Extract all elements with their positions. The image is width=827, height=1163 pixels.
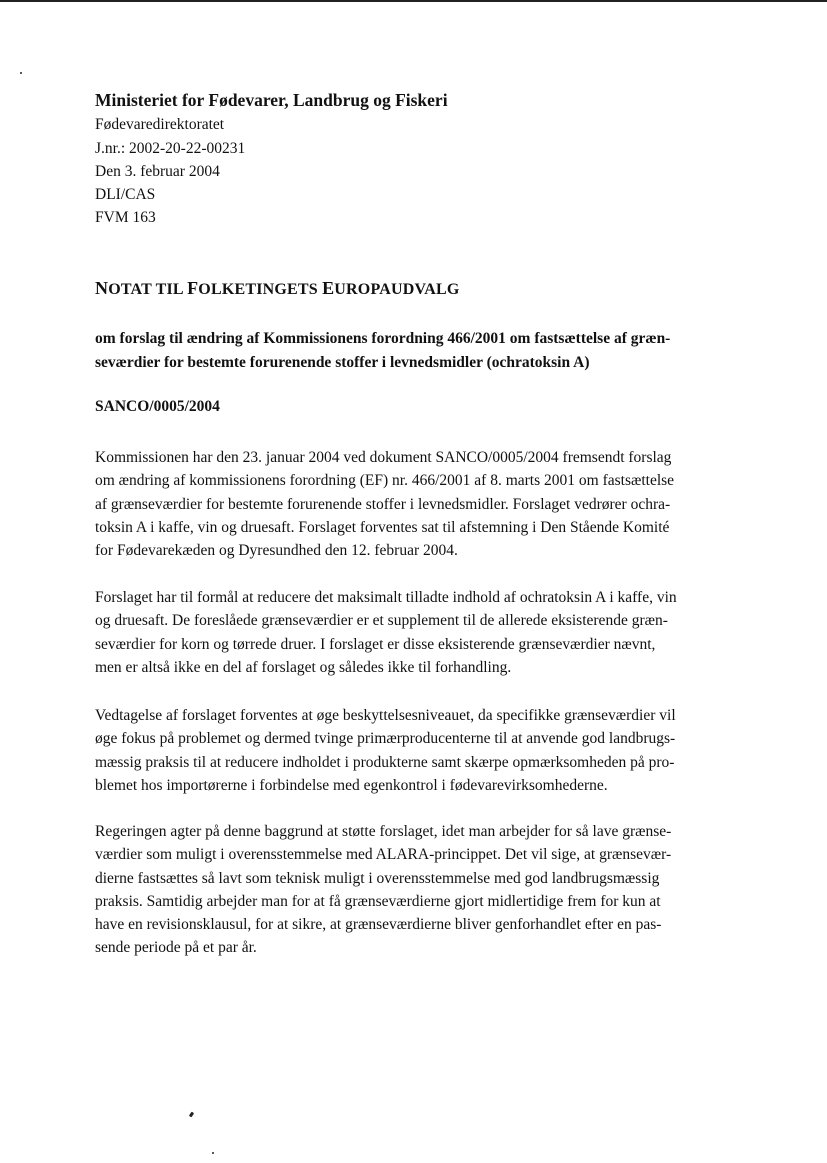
- scan-speck: [20, 72, 22, 74]
- document-subject: om forslag til ændring af Kommissionens forordning 466/2001 om fastsættelse af græn- seværdier for bestemte forurenende stoffer i levnedsmidler (ochratoksin A): [95, 330, 671, 371]
- document-date: Den 3. februar 2004: [95, 162, 220, 180]
- document-title: NOTAT TIL FOLKETINGETS EUROPAUDVALG: [95, 278, 460, 298]
- scan-speck: [189, 1112, 194, 1118]
- ministry-name: Ministeriet for Fødevarer, Landbrug og Fiskeri: [95, 90, 448, 110]
- scan-top-edge: [0, 0, 827, 2]
- body-paragraph: Forslaget har til formål at reducere det maksimalt tilladte indhold af ochratoksin A i kaffe, vin og druesaft. De foreslåede grænseværdier er et supplement til de allerede eksisterende græn- seværdier for korn og tørrede druer. I forslaget er disse eksisterende grænseværdier nævnt, men er altså ikke en del af forslaget og således ikke til forhandling.: [95, 589, 677, 676]
- scan-speck: [212, 1152, 214, 1154]
- author-initials: DLI/CAS: [95, 186, 156, 204]
- journal-number: J.nr.: 2002-20-22-00231: [95, 139, 246, 157]
- file-reference: FVM 163: [95, 209, 156, 227]
- sanco-reference: SANCO/0005/2004: [95, 398, 220, 415]
- body-paragraph: Vedtagelse af forslaget forventes at øge beskyttelsesniveauet, da specifikke grænseværdier vil øge fokus på problemet og dermed tvinge primærproducenterne til at anvende god landbrugs- mæssig praksis til at reducere indholdet i produkterne samt skærpe opmærksomheden på pro- blemet hos importørerne i forbindelse med egenkontrol i fødevarevirksomhederne.: [95, 707, 676, 794]
- letterhead: [95, 89, 448, 230]
- directorate-name: Fødevaredirektoratet: [95, 116, 225, 134]
- body-paragraph: Regeringen agter på denne baggrund at støtte forslaget, idet man arbejder for så lave grænse- værdier som muligt i overensstemmelse med ALARA-princippet. Det vil sige, at grænsevær- dierne fastsættes så lavt som teknisk muligt i overensstemmelse med god landbrugsmæssig praksis. Samtidig arbejder man for at få grænseværdierne gjort midlertidige frem for kun at have en revisionsklausul, for at sikre, at grænseværdierne bliver genforhandlet efter en pas- sende periode på et par år.: [95, 823, 672, 957]
- body-paragraph: Kommissionen har den 23. januar 2004 ved dokument SANCO/0005/2004 fremsendt forslag om ændring af kommissionens forordning (EF) nr. 466/2001 af 8. marts 2001 om fastsættelse af grænseværdier for bestemte forurenende stoffer i levnedsmidler. Forslaget vedrører ochra- toksin A i kaffe, vin og druesaft. Forslaget forventes sat til afstemning i Den Stående Komité for Fødevarekæden og Dyresundhed den 12. februar 2004.: [95, 449, 675, 560]
